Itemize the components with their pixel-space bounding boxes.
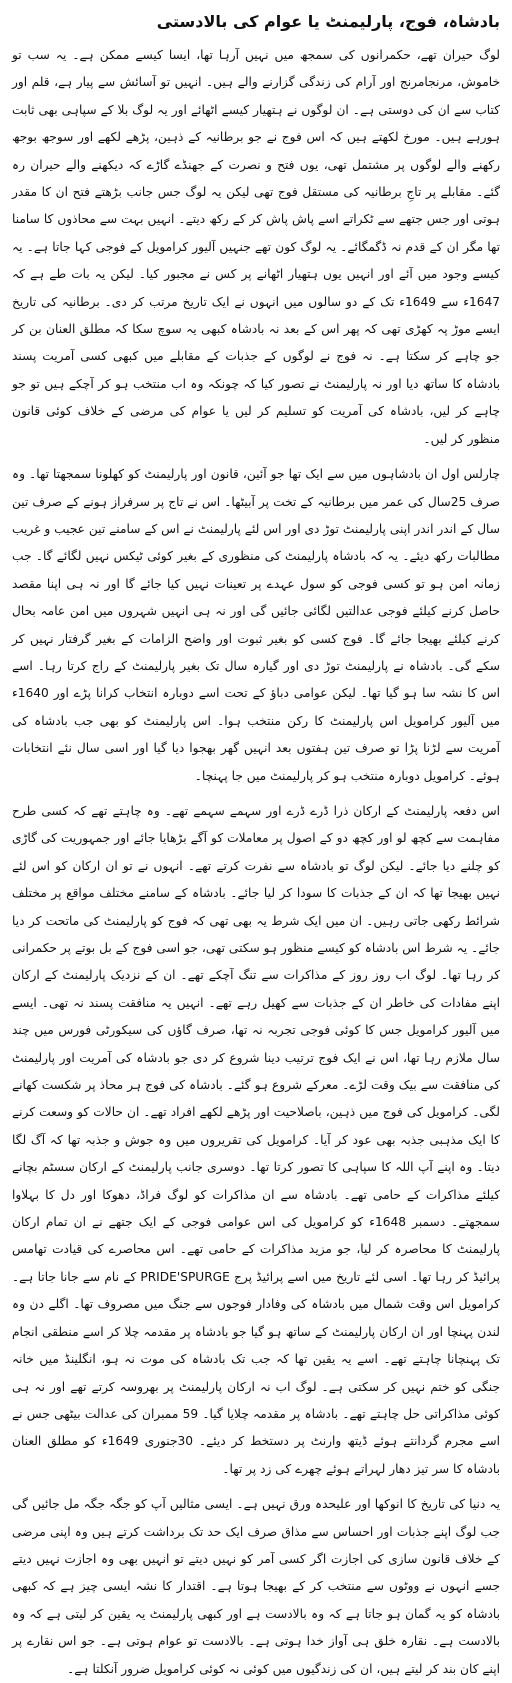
article-paragraph: لوگ حیران تھے، حکمرانوں کی سمجھ میں نہیں آرہا تھا، ایسا کیسے ممکن ہے۔ یہ سب تو خاموش، مرنجامرنج اور آرام کی زندگی گزارنے والے ہیں۔ انہیں تو آسائش سے پیار ہے، قلم اور کتاب سے ان کی دوستی ہے۔ ان لوگوں نے ہتھیار کیسے اٹھائے اور یہ لوگ بلا کے سپاہی بھی ثابت ہورہے ہیں۔ مورخ لکھتے ہیں کہ اس فوج نے جو برطانیہ کے ذہین، پڑھے لکھے اور سوجھ بوجھ رکھنے والے لوگوں پر مشتمل تھی، یوں فتح و نصرت کے جھنڈے گاڑے کہ دیکھنے والے حیران رہ گئے۔ مقابلے پر تاجِ برطانیہ کی مستقل فوج تھی لیکن یہ لوگ جس جانب بڑھتے فتح ان کا مقدر ہوتی اور جس جتھے سے ٹکراتے اسے پاش پاش کر کے رکھ دیتے۔ انہیں بہت سے محاذوں کا سامنا تھا مگر ان کے قدم نہ ڈگمگائے۔ یہ لوگ کون تھے جنہیں آلیور کرامویل کے فوجی کہا جاتا ہے۔ یہ کیسے وجود میں آئے اور انہیں یوں ہتھیار اٹھانے پر کس نے مجبور کیا۔ لیکن یہ بات طے ہے کہ 1647ء سے 1649ء تک کے دو سالوں میں انہوں نے ایک تاریخ مرتب کر دی۔ برطانیہ کی تاریخ ایسے موڑ پہ کھڑی تھی کہ پھر اس کے بعد نہ بادشاہ کبھی یہ سوچ سکا کہ مطلق العنان بن کر جو چاہے کر سکتا ہے۔ نہ فوج نے لوگوں کے جذبات کے مقابلے میں کبھی کسی آمریت پسند بادشاہ کا ساتھ دیا اور نہ پارلیمنٹ نے تصور کیا کہ چونکہ وہ اب منتخب ہو کر آچکے ہیں تو جو چاہے کر لیں، بادشاہ کی آمریت کو تسلیم کر لیں یا عوام کی مرضی کے خلاف کوئی قانون منظور کر لیں۔: [12, 48, 500, 446]
article-paragraph: اس دفعہ پارلیمنٹ کے ارکان ذرا ڈرے ڈرے اور سہمے سہمے تھے۔ وہ چاہتے تھے کہ کسی طرح مفاہمت سے کچھ لو اور کچھ دو کے اصول پر معاملات کو آگے بڑھایا جائے اور جمہوریت کی گاڑی کو چلنے دیا جائے۔ لیکن لوگ تو بادشاہ سے نفرت کرتے تھے۔ انہوں نے تو ان ارکان کو اس لئے نہیں بھیجا تھا کہ ان کے جذبات کا سودا کر لیا جائے۔ بادشاہ کے سامنے مختلف مواقع پر مختلف شرائط رکھی جاتی رہیں۔ ان میں ایک شرط یہ بھی تھی کہ فوج کو پارلیمنٹ کی ماتحت کر دیا جائے۔ یہ شرط اس بادشاہ کو کیسے منظور ہو سکتی تھی، جو اسی فوج کے بل بوتے پر حکمرانی کر رہا تھا۔ لوگ اب روز روز کے مذاکرات سے تنگ آچکے تھے۔ ان کے نزدیک پارلیمنٹ کے ارکان اپنے مفادات کی خاطر ان کے جذبات سے کھیل رہے تھے۔ انہیں یہ منافقت پسند نہ تھی۔ ایسے میں آلیور کرامویل جس کا کوئی فوجی تجربہ نہ تھا، صرف گاؤں کی سیکورٹی فورس میں چند سال ملازم رہا تھا، اس نے ایک فوج ترتیب دینا شروع کر دی جو بادشاہ کی آمریت اور پارلیمنٹ کی منافقت سے بیک وقت لڑے۔ معرکے شروع ہو گئے۔ بادشاہ کی فوج ہر محاذ پر شکست کھانے لگی۔ کرامویل کی فوج میں ذہین، باصلاحیت اور پڑھے لکھے افراد تھے۔ ان حالات کو وسعت کرنے کا ایک مذہبی جذبہ بھی عود کر آیا۔ کرامویل کی تقریروں میں وہ جوش و جذبہ تھا کہ آگ لگا دیتا۔ وہ اپنے آپ اللہ کا سپاہی کا تصور کرتا تھا۔ دوسری جانب پارلیمنٹ کے ارکان سسٹم بچانے کیلئے مذاکرات کے حامی تھے۔ بادشاہ سے ان مذاکرات کو لوگ فراڈ، دھوکا اور دل کا بہلاوا سمجھتے۔ دسمبر 1648ء کو کرامویل کی اس عوامی فوجی کے ایک جتھے نے ان تمام ارکان پارلیمنٹ کا محاصرہ کر لیا، جو مزید مذاکرات کے حامی تھے۔ اس محاصرے کی قیادت تھامس پرائیڈ کر رہا تھا۔ اسی لئے تاریخ میں اسے پرائیڈ پرج PRIDE'SPURGE کے نام سے جانا جاتا ہے۔ کرامویل اس وقت شمال میں بادشاہ کی وفادار فوجوں سے جنگ میں مصروف تھا۔ اگلے دن وہ لندن پہنچا اور ان ارکان پارلیمنٹ کے ساتھ ہو گیا جو بادشاہ پر مقدمہ چلا کر اسے منطقی انجام تک پہنچانا چاہتے تھے۔ اسے یہ یقین تھا کہ جب تک بادشاہ کی موت نہ ہو، انگلینڈ میں خانہ جنگی کو ختم نہیں کر سکتی ہے۔ لوگ اب نہ ارکان پارلیمنٹ پر بھروسہ کرتے تھے اور نہ ہی کوئی مذاکراتی حل چاہتے تھے۔ بادشاہ پر مقدمہ چلایا گیا۔ 59 ممبران کی عدالت بیٹھی جس نے اسے مجرم گردانتے ہوئے ڈیتھ وارنٹ پر دستخط کر دیئے۔ 30جنوری 1649ء کو مطلق العنان بادشاہ کا سر تیز دھار لہراتے ہوئے چھرے کی زد پر تھا۔: [12, 803, 500, 1476]
article-title: بادشاہ، فوج، پارلیمنٹ یا عوام کی بالادستی: [156, 12, 500, 31]
article-paragraph: یہ دنیا کی تاریخ کا انوکھا اور علیحدہ ورق نہیں ہے۔ ایسی مثالیں آپ کو جگہ جگہ مل جائیں گی جب لوگ اپنے جذبات اور احساس سے مذاق صرف ایک حد تک برداشت کرتے ہیں وہ اپنی مرضی کے خلاف قانون سازی کی اجازت اگر کسی آمر کو نہیں دیتے تو انہیں بھی وہ اجازت نہیں دیتے جسے انہوں نے ووٹوں سے منتخب کر کے بھیجا ہوتا ہے۔ اقتدار کا نشہ ایسی چیز ہے کہ کبھی بادشاہ کو یہ گمان ہو جاتا ہے کہ وہ بالادست ہے اور کبھی پارلیمنٹ یہ یقین کر لیتی ہے کہ وہ بالادست ہے۔ نقارہ خلق ہی آواز خدا ہوتی ہے۔ بالادست تو عوام ہوتی ہے۔ جو اس نقارے پر اپنے کان بند کر لیتے ہیں، ان کی زندگیوں میں کوئی نہ کوئی کرامویل ضرور آنکلتا ہے۔: [12, 1497, 500, 1676]
article-paragraph: چارلس اول ان بادشاہوں میں سے ایک تھا جو آئین، قانون اور پارلیمنٹ کو کھلونا سمجھتا تھا۔ وہ صرف 25سال کی عمر میں برطانیہ کے تخت پر آبیٹھا۔ اس نے تاج پر سرفراز ہونے کے صرف تین سال کے اندر اندر اپنی پارلیمنٹ توڑ دی اور اس لئے پارلیمنٹ نے اس کے سامنے تین عجیب و غریب مطالبات رکھ دیئے۔ یہ کہ بادشاہ پارلیمنٹ کی منظوری کے بغیر کوئی ٹیکس نہیں لگائے گا۔ جب زمانہ امن ہو تو کسی فوجی کو سول عہدے پر تعینات نہیں کیا جائے گا اور نہ ہی اپنا مقصد حاصل کرنے کیلئے فوجی عدالتیں لگائی جائیں گی اور نہ ہی انہیں شہروں میں امن عامہ بحال کرنے کیلئے بھیجا جائے گا۔ فوج کسی کو بغیر ثبوت اور واضح الزامات کے بغیر گرفتار نہیں کر سکے گی۔ بادشاہ نے پارلیمنٹ توڑ دی اور گیارہ سال تک بغیر پارلیمنٹ کے راج کرتا رہا۔ اسے اس کا نشہ سا ہو گیا تھا۔ لیکن عوامی دباؤ کے تحت اسے دوبارہ انتخاب کرانا پڑے اور 1640ء میں آلیور کرامویل اس پارلیمنٹ کا رکن منتخب ہوا۔ اس پارلیمنٹ کو بھی جب بادشاہ کی آمریت سے لڑنا پڑا تو صرف تین ہفتوں بعد انہیں گھر بھجوا دیا گیا اور اسی سال نئے انتخابات ہوئے۔ کرامویل دوبارہ منتخب ہو کر پارلیمنٹ میں جا پہنچا۔: [12, 467, 500, 783]
